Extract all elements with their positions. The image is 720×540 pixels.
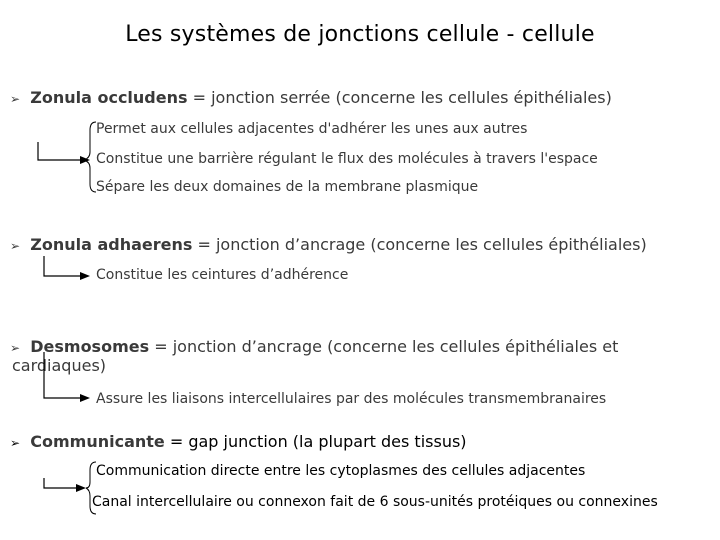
page-title: Les systèmes de jonctions cellule - cellule	[125, 22, 595, 47]
list-item: Canal intercellulaire ou connexon fait de 6 sous-unités protéiques ou connexines	[92, 494, 658, 510]
section-description: = jonction d’ancrage (concerne les cellules épithéliales et	[149, 337, 619, 356]
list-item: Permet aux cellules adjacentes d'adhérer les unes aux autres	[96, 121, 528, 137]
section-description: = jonction serrée (concerne les cellules épithéliales)	[187, 88, 612, 107]
list-item: Assure les liaisons intercellulaires par des molécules transmembranaires	[96, 391, 607, 407]
list-item: Constitue les ceintures d’adhérence	[96, 267, 349, 283]
section-term: Desmosomes	[30, 337, 150, 356]
arrow-bullet-icon: ➢	[10, 341, 21, 355]
list-item: Sépare les deux domaines de la membrane plasmique	[96, 179, 479, 195]
section-term: Zonula adhaerens	[30, 235, 193, 254]
section-description-continued: cardiaques)	[12, 356, 107, 375]
arrow-bullet-icon: ➢	[10, 239, 21, 253]
section-term: Zonula occludens	[30, 88, 188, 107]
section-description: = jonction d’ancrage (concerne les cellules épithéliales)	[192, 235, 647, 254]
section-description: = gap junction (la plupart des tissus)	[164, 432, 467, 451]
arrow-bullet-icon: ➢	[10, 92, 21, 106]
arrow-bullet-icon: ➢	[10, 436, 21, 450]
list-item: Communication directe entre les cytoplasmes des cellules adjacentes	[96, 463, 586, 479]
section-term: Communicante	[30, 432, 165, 451]
list-item: Constitue une barrière régulant le flux des molécules à travers l'espace	[96, 151, 598, 167]
